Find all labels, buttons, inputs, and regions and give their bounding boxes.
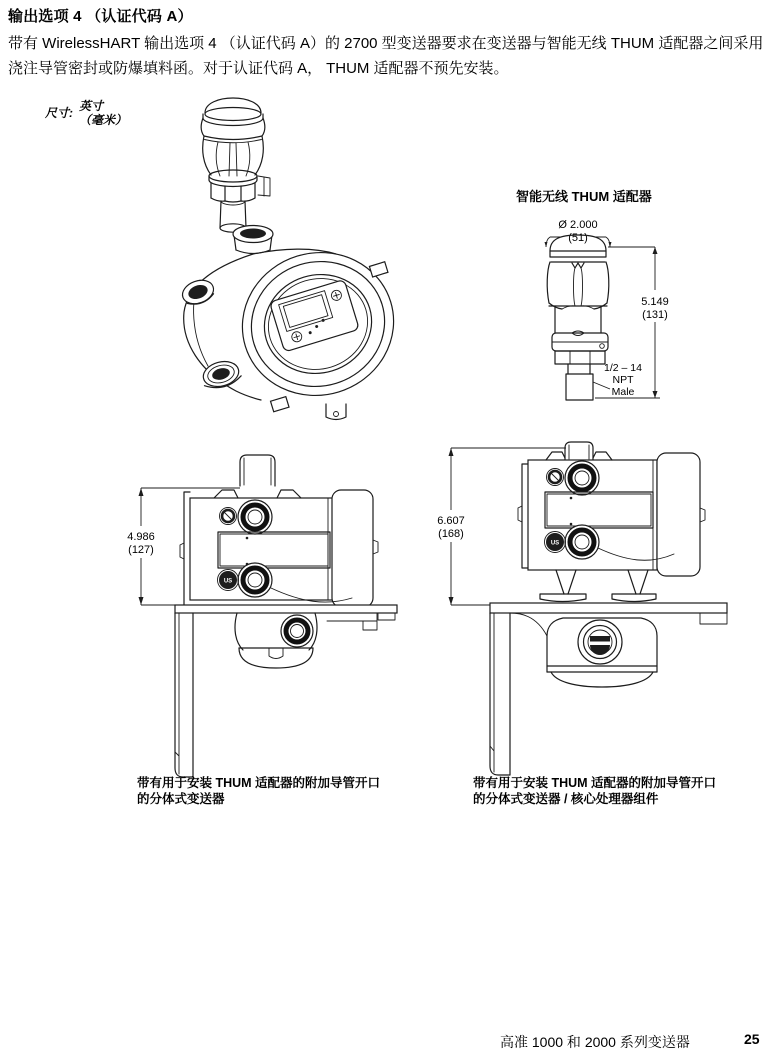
dimension-note-unit-mm: （毫米）	[79, 113, 128, 127]
thread-type-label: NPT	[612, 374, 634, 386]
figure-thum-front-view	[522, 210, 682, 410]
dim-left-mm: (127)	[128, 544, 154, 556]
dim-diameter-inch: Ø 2.000	[558, 219, 598, 231]
thread-size-label: 1/2 – 14	[604, 362, 642, 374]
thum-adapter-3d	[201, 98, 270, 232]
figure-transmitter-left	[116, 440, 416, 780]
transmitter-front-ring	[225, 232, 398, 414]
dimension-note-label: 尺寸:	[45, 106, 73, 120]
dimension-note-unit-inch: 英寸	[79, 99, 104, 113]
transmitter-housing-3d	[179, 226, 398, 420]
footer-document-title: 高准 1000 和 2000 系列变送器	[500, 1034, 690, 1050]
page-title: 输出选项 4 （认证代码 A）	[8, 8, 193, 25]
caption-left	[137, 775, 380, 807]
caption-left-line2: 的分体式变送器	[137, 792, 225, 806]
thum-device-outline	[547, 235, 609, 400]
dim-left-inch: 4.986	[127, 531, 155, 543]
dim-diameter-mm: (51)	[568, 232, 588, 244]
page-number: 25	[744, 1031, 760, 1047]
transmitter-right-drawing	[416, 436, 732, 781]
thum-front-drawing	[522, 210, 682, 410]
dim-height-inch: 5.149	[641, 296, 669, 308]
approval-mark-right: US	[550, 540, 560, 547]
dim-height-mm: (131)	[642, 309, 668, 321]
body-paragraph: 带有 WirelessHART 输出选项 4 （认证代码 A）的 2700 型变送器要求在变送器与智能无线 THUM 适配器之间采用浇注导管密封或防爆填料函。对于认证代码 A， THUM 适配器不预先安装。	[8, 35, 764, 77]
figure-3d-thum-and-transmitter	[158, 84, 398, 424]
transmitter-left-drawing	[116, 440, 416, 780]
thum-adapter-label: 智能无线 THUM 适配器	[516, 189, 652, 204]
dimension-note	[45, 99, 127, 127]
caption-right	[473, 775, 716, 807]
thread-gender-label: Male	[611, 386, 635, 398]
caption-right-line1: 带有用于安装 THUM 适配器的附加导管开口	[473, 776, 717, 790]
figure-transmitter-right	[416, 436, 732, 781]
approval-mark-left: US	[223, 578, 233, 585]
caption-left-line1: 带有用于安装 THUM 适配器的附加导管开口	[137, 776, 381, 790]
dim-right-mm: (168)	[438, 528, 464, 540]
dim-right-inch: 6.607	[437, 515, 465, 527]
3d-assembly-drawing	[158, 84, 398, 424]
caption-right-line2: 的分体式变送器 / 核心处理器组件	[473, 792, 659, 806]
